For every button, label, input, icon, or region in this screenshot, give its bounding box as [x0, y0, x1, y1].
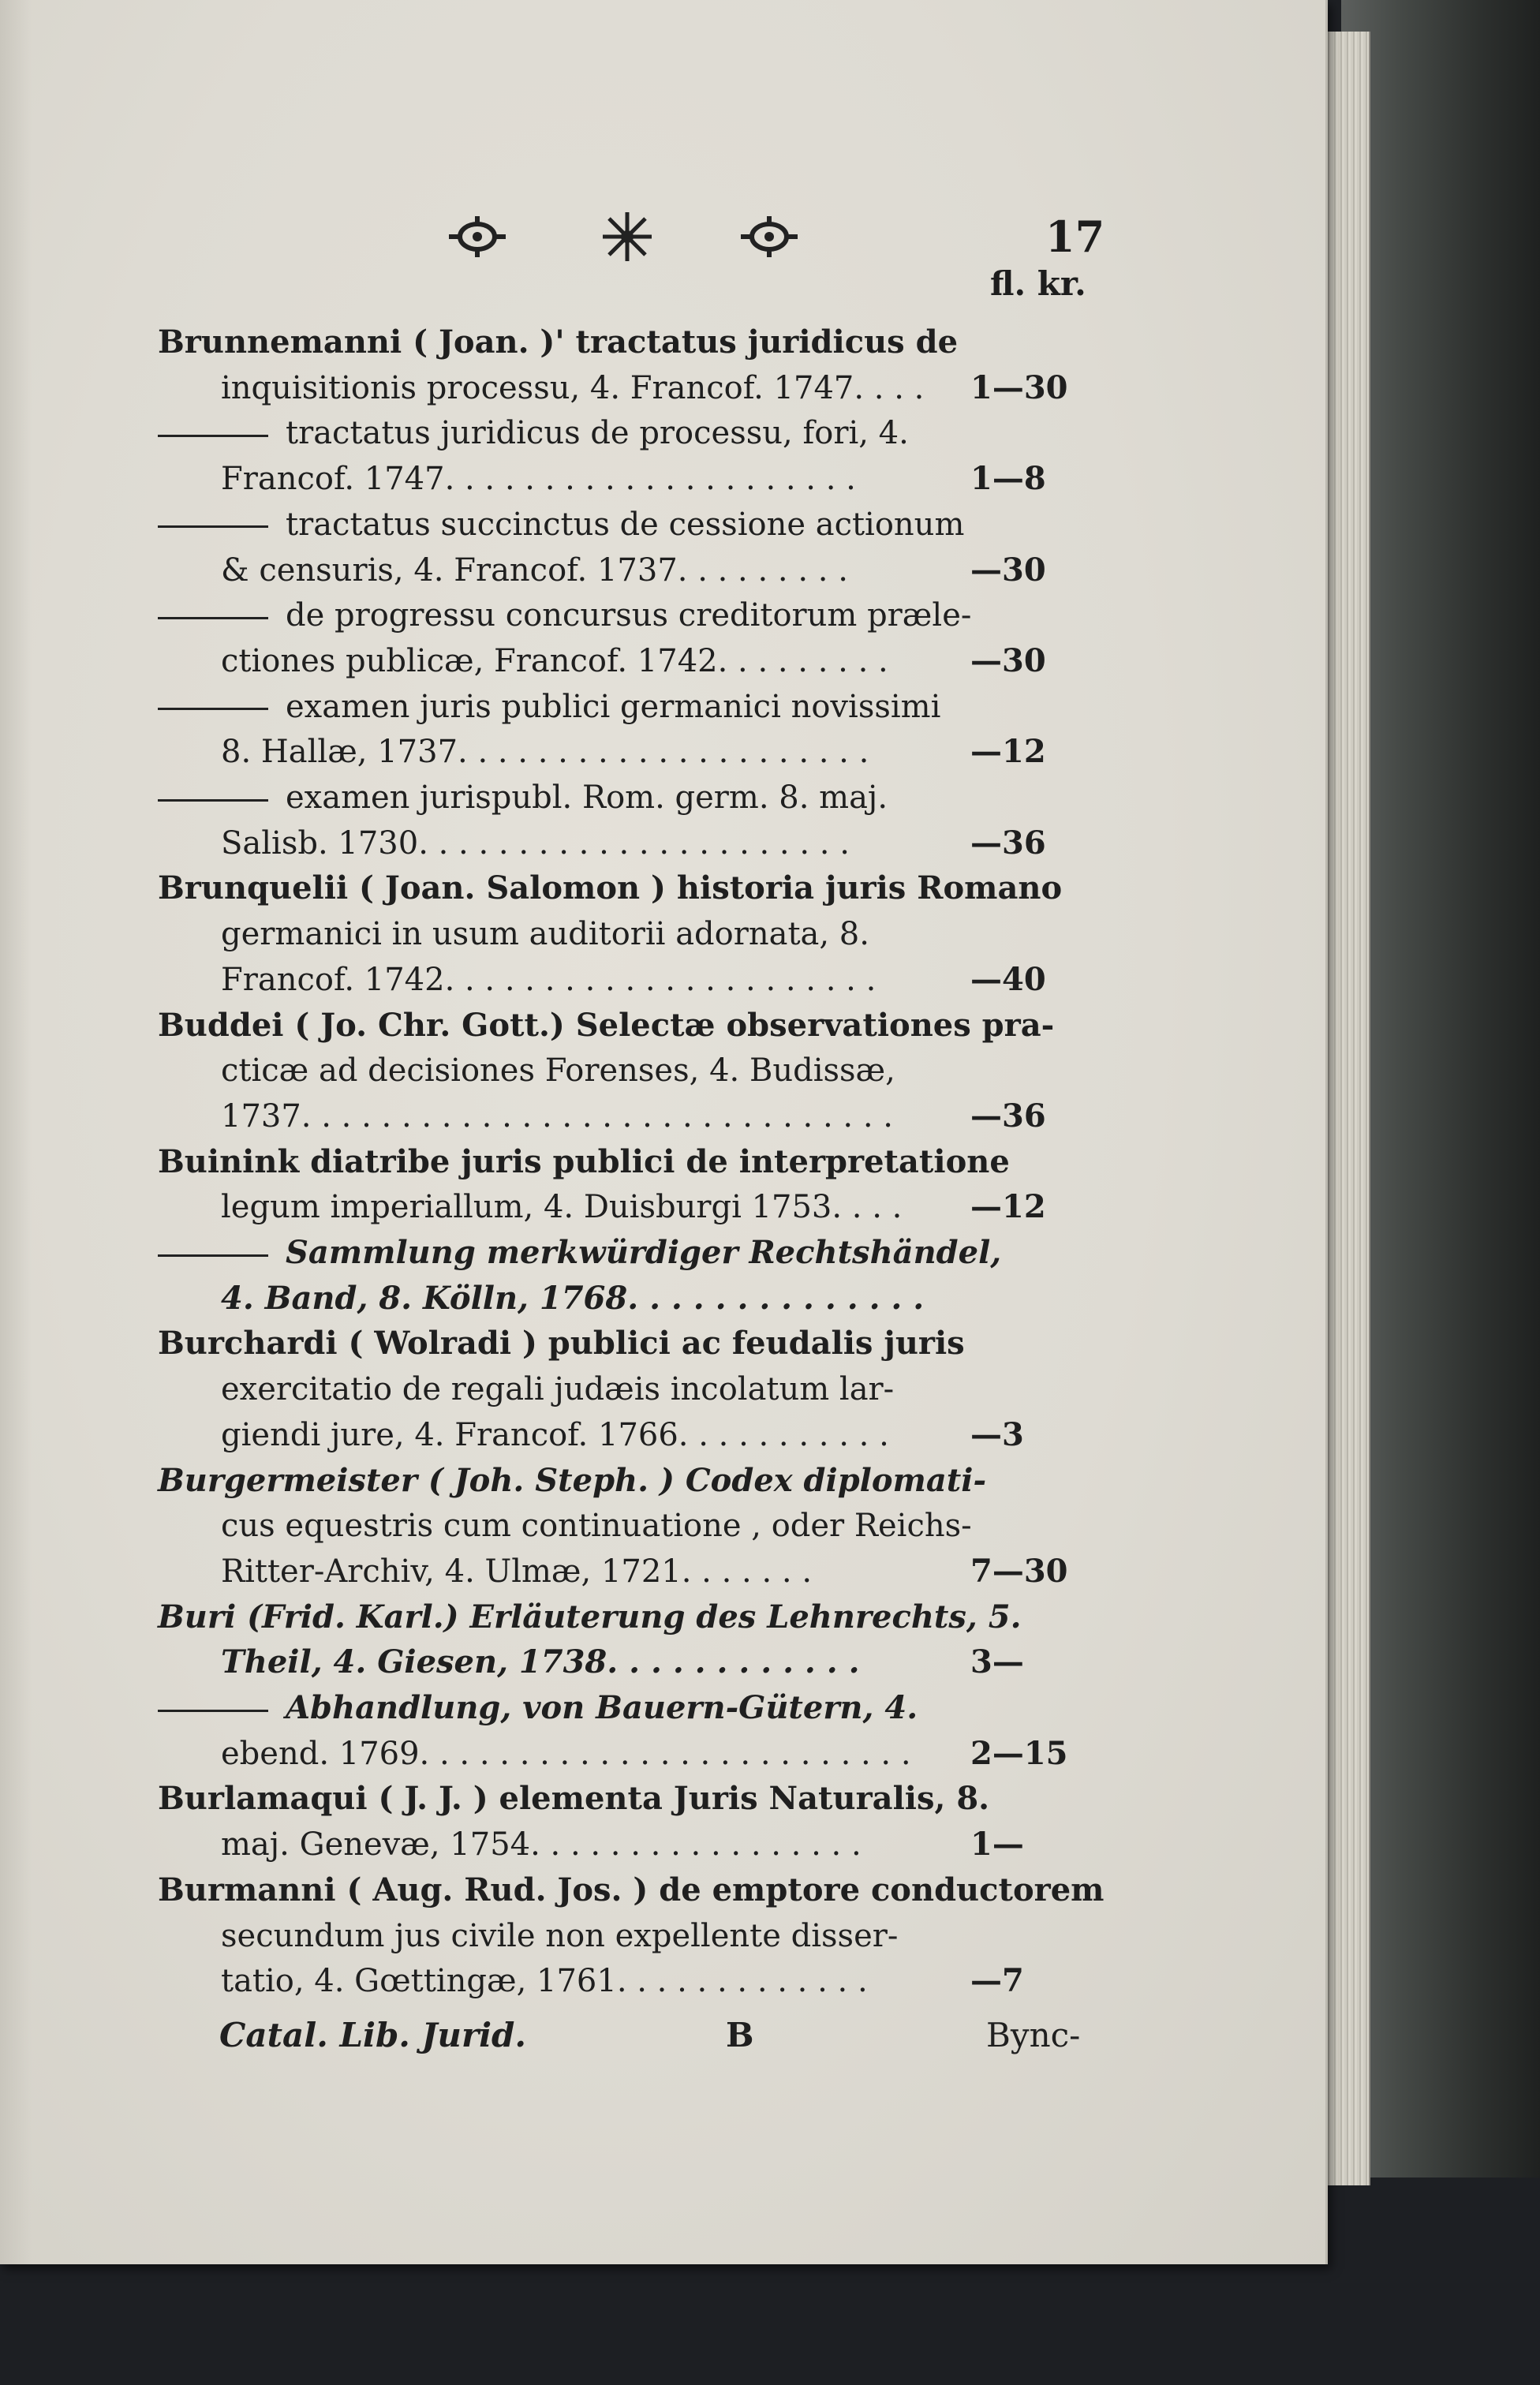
entry-text: exercitatio de regali judæis incolatum lar- [221, 1371, 895, 1408]
catalog-line [0, 1276, 1325, 1321]
catalog-line [0, 729, 1325, 775]
catalog-line-text [158, 775, 888, 821]
entry-text: tractatus succinctus de cessione actionum [286, 506, 965, 543]
entry-text: 8. Hallæ, 1737. . . . . . . . . . . . . . . . . . . . . [221, 734, 869, 771]
ornament-center-icon [592, 201, 663, 272]
catalog-line [0, 365, 1325, 411]
catalog-line [0, 821, 1325, 866]
catalog-line-text [158, 1867, 1104, 1913]
price-column-heading: fl. kr. [990, 264, 1086, 303]
header-ornaments [442, 201, 813, 272]
catalog-line [0, 1048, 1325, 1093]
catalog-line-text [221, 548, 848, 593]
ditto-dash [158, 708, 268, 710]
catchword: Bync- [986, 2016, 1081, 2054]
entry-text: legum imperiallum, 4. Duisburgi 1753. . . . [221, 1189, 903, 1226]
catalog-line [0, 911, 1325, 957]
entry-text: ebend. 1769. . . . . . . . . . . . . . . . . . . . . . . . . [221, 1735, 911, 1772]
entry-price: 2—15 [970, 1734, 1068, 1772]
catalog-line [0, 1139, 1325, 1185]
catalog-line-text [221, 456, 856, 502]
catalog-line-text [158, 1230, 1001, 1276]
entry-price: —3 [970, 1415, 1024, 1453]
entry-text: Buddei ( Jo. Chr. Gott.) Selectæ observationes pra- [158, 1006, 1055, 1044]
catalog-line-text [221, 1549, 812, 1594]
catalog-line [0, 593, 1325, 638]
catalog-line-text [158, 593, 971, 638]
catalog-line [0, 957, 1325, 1003]
catalog-line [0, 1822, 1325, 1867]
catalog-line [0, 410, 1325, 456]
catalog-line-text [158, 502, 964, 548]
catalog-line-text [221, 1048, 895, 1093]
catalog-line [0, 1366, 1325, 1412]
entry-text: maj. Genevæ, 1754. . . . . . . . . . . . . . . . . [221, 1826, 862, 1864]
entry-price: —36 [970, 1097, 1046, 1135]
catalog-line-text [158, 865, 1062, 911]
catalog-line [0, 1685, 1325, 1731]
ditto-dash [158, 435, 268, 437]
entry-text: Buinink diatribe juris publici de interpretatione [158, 1142, 1010, 1180]
entry-price: 7—30 [970, 1552, 1068, 1590]
entry-price: 1—8 [970, 460, 1046, 498]
ditto-dash [158, 799, 268, 802]
entry-text: Theil, 4. Giesen, 1738. . . . . . . . . . . . [221, 1643, 860, 1681]
entry-text: cticæ ad decisiones Forenses, 4. Budissæ, [221, 1052, 895, 1090]
ornament-right-icon [734, 201, 805, 272]
entry-text: tractatus juridicus de processu, fori, 4. [286, 415, 909, 452]
entry-text: 4. Band, 8. Kölln, 1768. . . . . . . . . . . . . . [221, 1279, 925, 1317]
entry-text: Salisb. 1730. . . . . . . . . . . . . . . . . . . . . . [221, 824, 850, 862]
catalog-line-text [221, 1276, 924, 1321]
page-number: 17 [1045, 211, 1105, 262]
entry-price: 3— [970, 1643, 1024, 1681]
catalog-line-text [221, 1184, 902, 1230]
catalog-line [0, 1458, 1325, 1504]
catalog-line [0, 1867, 1325, 1913]
catalog-line [0, 1549, 1325, 1594]
catalog-line [0, 548, 1325, 593]
entry-text: Francof. 1742. . . . . . . . . . . . . . . . . . . . . . [221, 961, 877, 998]
catalog-line [0, 684, 1325, 730]
entry-text: & censuris, 4. Francof. 1737. . . . . . . . . [221, 551, 848, 589]
catalog-line [0, 865, 1325, 911]
catalog-line-text [158, 1003, 1054, 1049]
catalog-line-text [158, 1594, 1022, 1640]
catalog-line [0, 1503, 1325, 1549]
entry-text: de progressu concursus creditorum præle- [286, 597, 972, 634]
entry-text: germanici in usum auditorii adornata, 8. [221, 916, 869, 953]
catalog-line-text [221, 821, 850, 866]
catalog-line-text [221, 1503, 972, 1549]
entry-price: 1—30 [970, 368, 1068, 406]
catalog-line [0, 1093, 1325, 1139]
catalog-line-text [158, 1458, 986, 1504]
catalog-line-text [221, 729, 869, 775]
catalog-line-text [158, 1685, 918, 1731]
catalog-line-text [158, 1321, 965, 1366]
entry-text: Buri (Frid. Karl.) Erläuterung des Lehnrechts, 5. [158, 1598, 1022, 1635]
catalog-line [0, 1731, 1325, 1777]
catalog-line [0, 1594, 1325, 1640]
entry-text: Brunquelii ( Joan. Salomon ) historia juris Romano [158, 869, 1063, 907]
catalog-line-text [221, 1412, 889, 1458]
entry-text: Burchardi ( Wolradi ) publici ac feudalis juris [158, 1325, 965, 1363]
ditto-dash [158, 525, 268, 528]
catalog-line-text [221, 1639, 860, 1685]
catalog-line [0, 638, 1325, 684]
catalog-line [0, 1184, 1325, 1230]
entry-text: Sammlung merkwürdiger Rechtshändel, [286, 1234, 1002, 1271]
entry-text: cus equestris cum continuatione , oder Reichs- [221, 1508, 972, 1545]
entry-price: —36 [970, 824, 1046, 862]
entry-price: —30 [970, 551, 1046, 589]
entry-text: Francof. 1747. . . . . . . . . . . . . . . . . . . . . [221, 461, 856, 498]
page-footer [0, 2008, 1325, 2063]
entry-text: Abhandlung, von Bauern-Gütern, 4. [286, 1689, 918, 1726]
entry-text: secundum jus civile non expellente disser- [221, 1917, 899, 1954]
catalog-line-text [221, 911, 869, 957]
catalog-line-text [221, 365, 924, 411]
catalog-line-text [221, 1958, 868, 2004]
catalog-line-text [158, 1776, 989, 1822]
entry-text: Ritter-Archiv, 4. Ulmæ, 1721. . . . . . . [221, 1553, 813, 1590]
entry-price: —40 [970, 960, 1046, 998]
signature-mark: B [726, 2016, 754, 2054]
catalog-line [0, 1776, 1325, 1822]
signature-title: Catal. Lib. Jurid. [219, 2016, 527, 2054]
entry-text: Brunnemanni ( Joan. )' tractatus juridicus de [158, 323, 959, 361]
catalog-line-text [221, 957, 876, 1003]
entry-text: ctiones publicæ, Francof. 1742. . . . . . . . . [221, 642, 888, 679]
entry-price: —30 [970, 641, 1046, 679]
entry-price: —12 [970, 733, 1046, 771]
catalog-line [0, 1412, 1325, 1458]
entry-text: Burmanni ( Aug. Rud. Jos. ) de emptore conductorem [158, 1871, 1105, 1908]
ornament-left-icon [442, 201, 513, 272]
catalog-line [0, 1321, 1325, 1366]
catalog-line-text [158, 684, 940, 730]
catalog-line [0, 1913, 1325, 1959]
catalog-line [0, 1230, 1325, 1276]
catalog-line [0, 1958, 1325, 2004]
entry-price: —12 [970, 1188, 1046, 1226]
entry-text: examen jurispubl. Rom. germ. 8. maj. [286, 779, 888, 816]
ditto-dash [158, 1254, 268, 1257]
book-cover-edge [1341, 0, 1540, 2178]
catalog-line-text [221, 1366, 894, 1412]
ditto-dash [158, 617, 268, 619]
entry-text: Burgermeister ( Joh. Steph. ) Codex diplomati- [158, 1461, 987, 1499]
catalog-line [0, 456, 1325, 502]
catalog-line-text [221, 1093, 893, 1139]
entry-text: Burlamaqui ( J. J. ) elementa Juris Naturalis, 8. [158, 1780, 990, 1818]
catalog-line [0, 1639, 1325, 1685]
catalog-line [0, 1003, 1325, 1049]
catalog-line [0, 502, 1325, 548]
entry-price: 1— [970, 1826, 1024, 1864]
catalog-line-text [221, 1913, 898, 1959]
ditto-dash [158, 1710, 268, 1712]
catalog-line-text [158, 1139, 1010, 1185]
catalog-line-text [221, 638, 888, 684]
catalog-line [0, 775, 1325, 821]
catalog-line-text [158, 320, 958, 365]
entry-text: tatio, 4. Gœttingæ, 1761. . . . . . . . . . . . . [221, 1963, 868, 2000]
entry-text: giendi jure, 4. Francof. 1766. . . . . . . . . . . [221, 1416, 889, 1453]
catalog-line-text [221, 1731, 911, 1777]
entry-text: examen juris publici germanici novissimi [286, 688, 941, 725]
catalog-line [0, 320, 1325, 365]
entry-text: 1737. . . . . . . . . . . . . . . . . . . . . . . . . . . . . . [221, 1097, 893, 1135]
entry-text: inquisitionis processu, 4. Francof. 1747. . . . [221, 369, 925, 406]
entry-price: —7 [970, 1962, 1024, 2000]
catalog-line-text [158, 410, 909, 456]
catalog-line-text [221, 1822, 862, 1867]
